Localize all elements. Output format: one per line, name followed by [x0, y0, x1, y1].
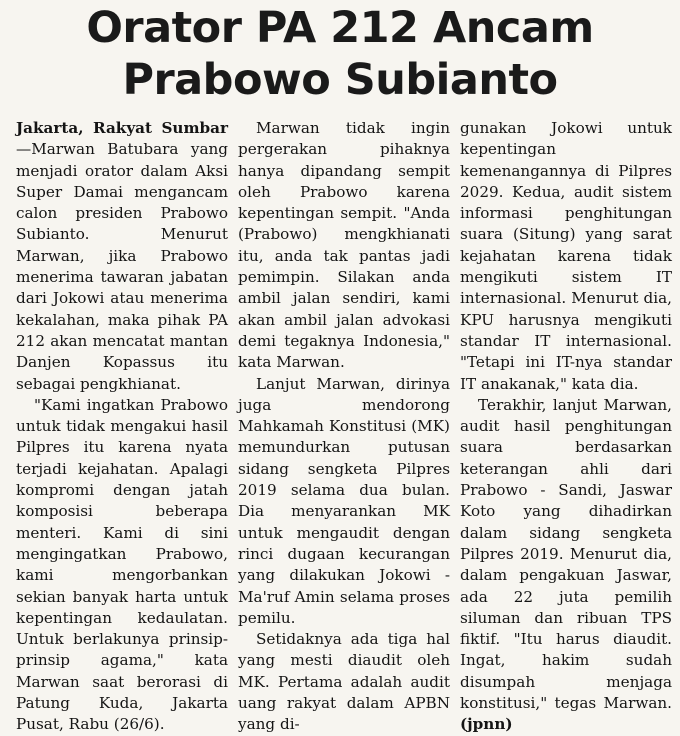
article-body	[16, 118, 672, 734]
paragraph	[16, 118, 228, 395]
paragraph: "Kami ingatkan Prabowo untuk tidak mengakui hasil Pilpres itu karena nyata terjadi kejahatan. Apalagi kompromi dengan jatah komposisi beberapa menteri. Kami di sini mengingatkan Prabowo, kami mengorbankan sekian banyak harta untuk kepentingan kedaulatan. Untuk berlakunya prinsip-prinsip agama," kata Marwan saat berorasi di Patung Kuda, Jakarta Pusat, Rabu (26/6).	[16, 395, 228, 734]
paragraph	[460, 395, 672, 736]
dateline: Jakarta, Rakyat Sumbar	[16, 119, 228, 137]
headline-line-1: Orator PA 212 Ancam	[86, 3, 594, 53]
paragraph: gunakan Jokowi untuk kepentingan kemenangannya di Pilpres 2029. Kedua, audit sistem informasi penghitungan suara (Situng) yang sarat kejahatan karena tidak mengikuti sistem IT internasional. Menurut dia, KPU harusnya mengikuti standar IT internasional. "Tetapi ini IT-nya standar IT anakanak," kata dia.	[460, 119, 672, 393]
headline-line-2: Prabowo Subianto	[122, 55, 558, 105]
paragraph: Lanjut Marwan, dirinya juga mendorong Mahkamah Konstitusi (MK) memundurkan putusan sidang sengketa Pilpres 2019 selama dua bulan. Dia menyarankan MK untuk mengaudit dengan rinci dugaan kecurangan yang dilakukan Jokowi - Ma'ruf Amin selama proses pemilu.	[238, 374, 450, 627]
headline	[0, 2, 680, 106]
paragraph: Marwan tidak ingin pergerakan pihaknya hanya dipandang sempit oleh Prabowo karena kepentingan sempit. "Anda (Prabowo) mengkhianati itu, anda tak pantas jadi pemimpin. Silakan anda ambil jalan sendiri, kami akan ambil jalan advokasi demi tegaknya Indonesia," kata Marwan.	[238, 119, 450, 372]
paragraph-text: Terakhir, lanjut Marwan, audit hasil penghitungan suara berdasarkan keterangan ahli dari Prabowo - Sandi, Jaswar Koto yang dihadirkan dalam sidang sengketa Pilpres 2019. Menurut dia, dalam pengakuan Jaswar, ada 22 juta pemilih siluman dan ribuan TPS fiktif. "Itu harus diaudit. Ingat, hakim sudah disumpah menjaga konstitusi," tegas Marwan.	[460, 395, 672, 713]
source-credit: (jpnn)	[460, 715, 513, 734]
column-2	[238, 118, 450, 734]
column-3	[460, 118, 672, 734]
column-1	[16, 118, 228, 734]
paragraph-text: —Marwan Batubara yang menjadi orator dalam Aksi Super Damai mengancam calon presiden Prabowo Subianto. Menurut Marwan, jika Prabowo menerima tawaran jabatan dari Jokowi atau menerima kekalahan, maka pihak PA 212 akan mencatat mantan Danjen Kopassus itu sebagai pengkhianat.	[16, 140, 228, 393]
paragraph: Setidaknya ada tiga hal yang mesti diaudit oleh MK. Pertama adalah audit uang rakyat dalam APBN yang di-	[238, 630, 450, 734]
